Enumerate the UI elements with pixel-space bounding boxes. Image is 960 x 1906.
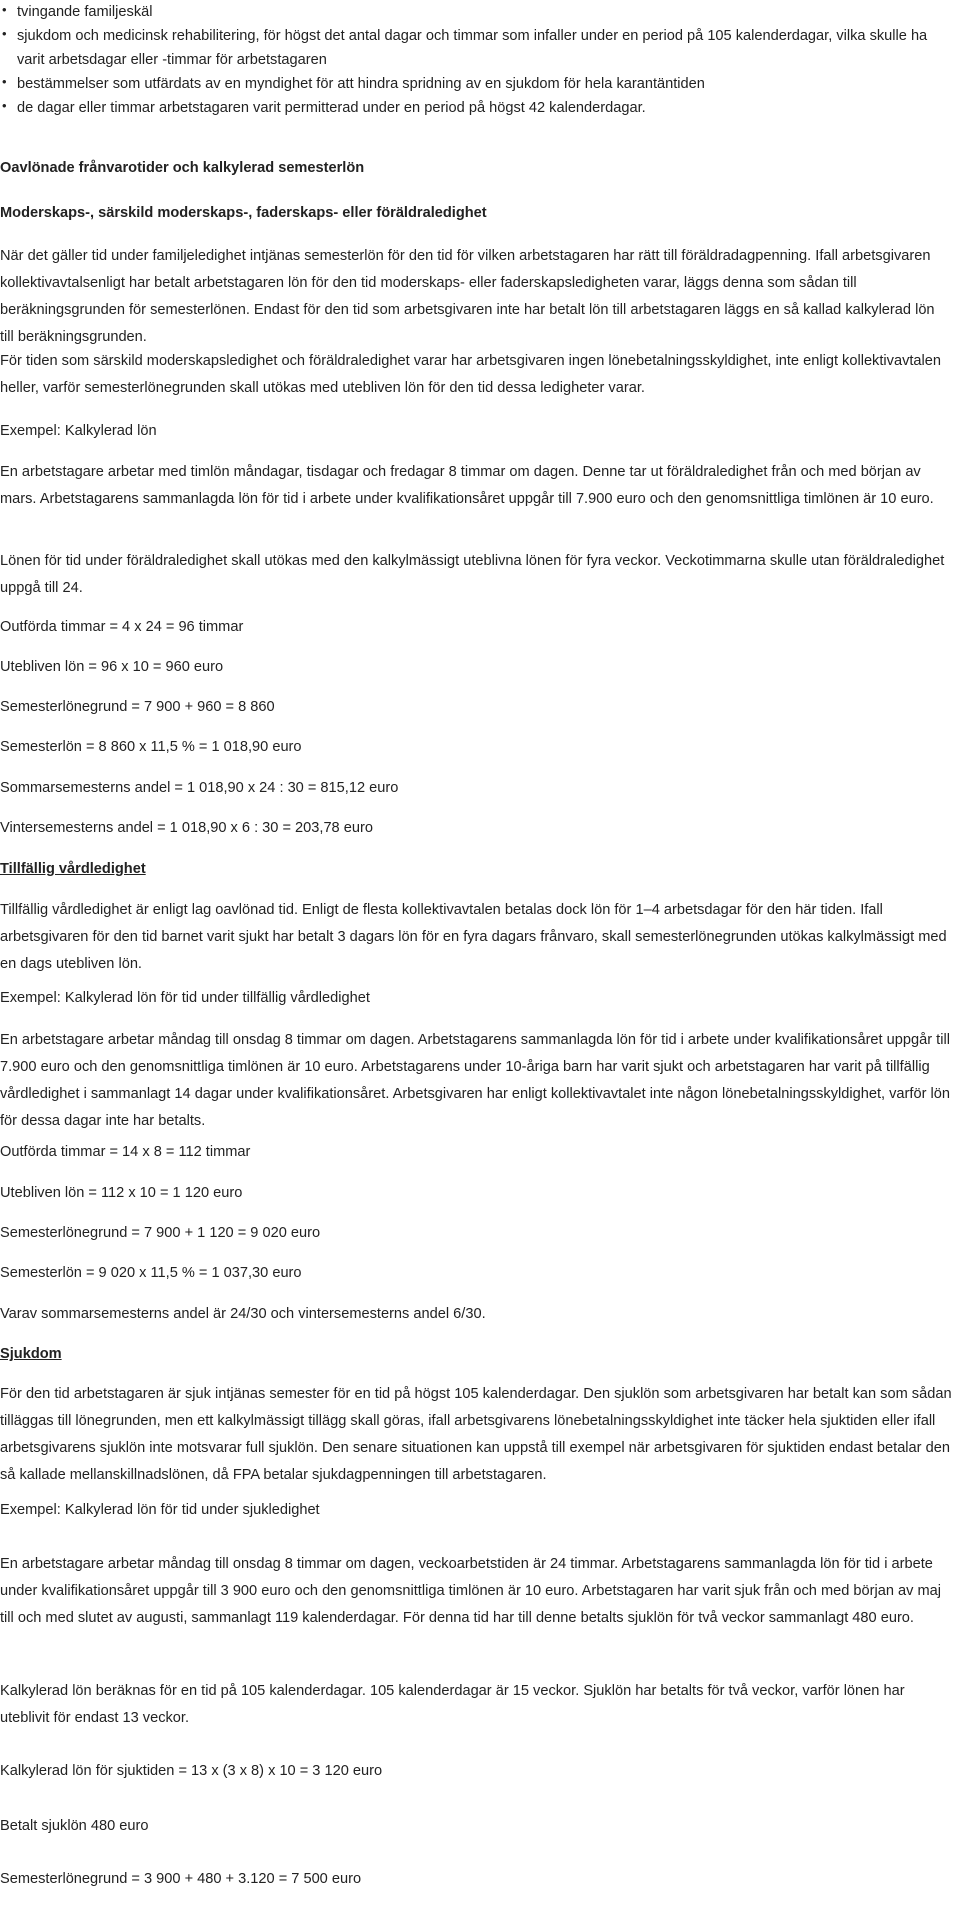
calc-line: Semesterlönegrund = 7 900 + 1 120 = 9 020 euro — [0, 1225, 321, 1241]
list-item-text: tvingande familjeskäl — [17, 4, 153, 20]
calc-line: Semesterlönegrund = 7 900 + 960 = 8 860 — [0, 699, 275, 715]
calc-line: Utebliven lön = 96 x 10 = 960 euro — [0, 659, 224, 675]
bullet-icon: • — [2, 26, 7, 41]
list-item-text: de dagar eller timmar arbetstagaren varit permitterad under en period på högst 42 kalenderdagar. — [17, 100, 646, 116]
list-item — [0, 72, 952, 96]
care-note: Varav sommarsemesterns andel är 24/30 och vintersemesterns andel 6/30. — [0, 1306, 486, 1322]
calc-line: Semesterlönegrund = 3 900 + 480 + 3.120 = 7 500 euro — [0, 1871, 362, 1887]
sickness-example-paragraph-1: En arbetstagare arbetar måndag till onsdag 8 timmar om dagen, veckoarbetstiden är 24 timmar. Arbetstagarens sammanlagda lön för tid i arbete under kvalifikationsåret uppgår till 3 900 euro och den genomsnittliga timlönen är 10 euro. Arbetstagaren har varit sjuk från och med början av maj till och med slutet av augusti, sammanlagt 119 kalenderdagar. För denna tid har till denne betalts sjuklön för två veckor sammanlagt 480 euro. — [0, 1556, 942, 1626]
parental-example-paragraph-1: En arbetstagare arbetar med timlön måndagar, tisdagar och fredagar 8 timmar om dagen. Denne tar ut föräldraledighet från och med början av mars. Arbetstagarens sammanlagda lön för tid i arbete under kvalifikationsåret uppgår till 7.900 euro och den genomsnittliga timlönen är 10 euro. — [0, 464, 934, 507]
care-leave-heading: Tillfällig vårdledighet — [0, 861, 146, 877]
calc-line: Semesterlön = 9 020 x 11,5 % = 1 037,30 euro — [0, 1265, 302, 1281]
bullet-icon: • — [2, 74, 7, 89]
calc-line: Utebliven lön = 112 x 10 = 1 120 euro — [0, 1185, 243, 1201]
list-item — [0, 24, 952, 72]
care-example-title: Exempel: Kalkylerad lön för tid under tillfällig vårdledighet — [0, 990, 370, 1006]
sickness-heading: Sjukdom — [0, 1346, 62, 1362]
calc-line: Outförda timmar = 14 x 8 = 112 timmar — [0, 1144, 251, 1160]
care-paragraph-1: Tillfällig vårdledighet är enligt lag oavlönad tid. Enligt de flesta kollektivavtalen betalas dock lön för 1–4 arbetsdagar för den här tiden. Ifall arbetsgivaren för den tid barnet varit sjukt har betalt 3 dagars lön för en fyra dagars frånvaro, skall semesterlönegrunden utökas kalkylmässigt med en dags utebliven lön. — [0, 902, 947, 972]
list-item — [0, 96, 952, 120]
bullet-list — [0, 0, 952, 120]
calc-line: Vintersemesterns andel = 1 018,90 x 6 : 30 = 203,78 euro — [0, 820, 373, 836]
sickness-paragraph-1: För den tid arbetstagaren är sjuk intjänas semester för en tid på högst 105 kalenderdagar. Den sjuklön som arbetsgivaren har betalt kan som sådan tilläggas till lönegrunden, men ett kalkylmässigt tillägg skall göras, ifall arbetsgivarens lönebetalningsskyldighet inte täcker hela sjuktiden eller ifall arbetsgivarens sjuklön inte motsvarar full sjuklön. Den senare situationen kan uppstå till exempel när arbetsgivaren för sjuktiden endast betalar den så kallade mellanskillnadslönen, då FPA betalar sjukdagpenningen till arbetstagaren. — [0, 1386, 952, 1483]
bullet-icon: • — [2, 2, 7, 17]
parental-leave-heading: Moderskaps-, särskild moderskaps-, faderskaps- eller föräldraledighet — [0, 205, 487, 221]
parental-example-title: Exempel: Kalkylerad lön — [0, 423, 157, 439]
parental-paragraph-1: När det gäller tid under familjeledighet intjänas semesterlön för den tid för vilken arbetstagaren har rätt till föräldradagpenning. Ifall arbetsgivaren kollektivavtalsenligt har betalt arbetstagaren lön för den tid moderskaps- eller faderskapsledigheten varar, läggs denna som sådan till beräkningsgrunden för semesterlönen. Endast för den tid som arbetsgivaren inte har betalt lön till arbetstagaren läggs en så kallad kalkylerad lön till beräkningsgrunden. — [0, 248, 935, 345]
calc-line: Outförda timmar = 4 x 24 = 96 timmar — [0, 619, 244, 635]
calc-line: Betalt sjuklön 480 euro — [0, 1818, 149, 1834]
bullet-icon: • — [2, 98, 7, 113]
sickness-example-paragraph-2: Kalkylerad lön beräknas för en tid på 105 kalenderdagar. 105 kalenderdagar är 15 veckor. Sjuklön har betalts för två veckor, varför lönen har uteblivit för endast 13 veckor. — [0, 1683, 905, 1726]
parental-paragraph-2: För tiden som särskild moderskapsledighet och föräldraledighet varar har arbetsgivaren ingen lönebetalningsskyldighet, inte enligt kollektivavtalen heller, varför semesterlönegrunden skall utökas med utebliven lön för den tid dessa ledigheter varar. — [0, 353, 942, 396]
calc-line: Sommarsemesterns andel = 1 018,90 x 24 : 30 = 815,12 euro — [0, 780, 399, 796]
care-example-paragraph-1: En arbetstagare arbetar måndag till onsdag 8 timmar om dagen. Arbetstagarens sammanlagda lön för tid i arbete under kvalifikationsåret uppgår till 7.900 euro och den genomsnittliga timlönen är 10 euro. Arbetstagarens under 10-åriga barn har varit sjukt och arbetstagaren har varit på tillfällig vårdledighet i sammanlagt 14 dagar under kvalifikationsåret. Arbetsgivaren har enligt kollektivavtalet inte någon lönebetalningsskyldighet, varför lön för dessa dagar inte har betalts. — [0, 1032, 950, 1129]
list-item-text: sjukdom och medicinsk rehabilitering, för högst det antal dagar och timmar som infaller under en period på 105 kalenderdagar, vilka skulle ha varit arbetsdagar eller -timmar för arbetstagaren — [17, 28, 928, 68]
sickness-example-title: Exempel: Kalkylerad lön för tid under sjukledighet — [0, 1502, 320, 1518]
list-item — [0, 0, 952, 24]
calc-line: Semesterlön = 8 860 x 11,5 % = 1 018,90 euro — [0, 739, 302, 755]
list-item-text: bestämmelser som utfärdats av en myndighet för att hindra spridning av en sjukdom för hela karantäntiden — [17, 76, 705, 92]
parental-example-paragraph-2: Lönen för tid under föräldraledighet skall utökas med den kalkylmässigt uteblivna lönen för fyra veckor. Veckotimmarna skulle utan föräldraledighet uppgå till 24. — [0, 553, 945, 596]
section-title: Oavlönade frånvarotider och kalkylerad semesterlön — [0, 160, 365, 176]
calc-line: Kalkylerad lön för sjuktiden = 13 x (3 x 8) x 10 = 3 120 euro — [0, 1763, 383, 1779]
